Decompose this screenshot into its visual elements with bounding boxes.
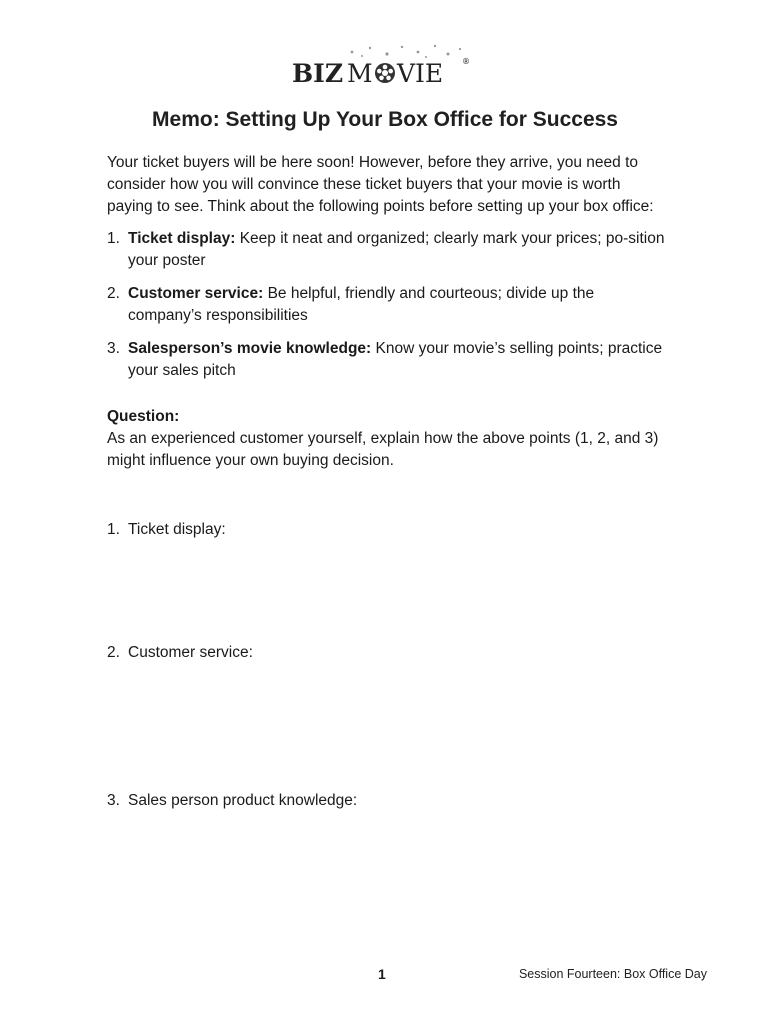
question-heading: Question: — [107, 408, 180, 425]
point-label: Ticket display: — [128, 230, 236, 247]
answer-number: 3. — [107, 792, 120, 809]
point-text: Keep it neat and organized; clearly mark your prices; po-sition your poster — [128, 230, 665, 269]
point-number: 1. — [107, 230, 120, 247]
page-number: 1 — [378, 966, 386, 982]
answer-number: 1. — [107, 521, 120, 538]
registered-mark: ® — [462, 57, 470, 66]
point-label: Customer service: — [128, 285, 264, 302]
logo-m: M — [347, 59, 373, 88]
film-reel-icon — [375, 63, 395, 83]
points-list — [107, 228, 667, 382]
point-number: 2. — [107, 285, 120, 302]
question-text: As an experienced customer yourself, explain how the above points (1, 2, and 3) might influence your own buying decision. — [107, 430, 659, 469]
sparkle-icon — [351, 45, 461, 58]
point-text: Be helpful, friendly and courteous; divide up the company’s responsibilities — [128, 285, 595, 324]
logo-vie: VIE — [397, 59, 444, 88]
answer-label: Customer service: — [128, 644, 253, 661]
intro-paragraph: Your ticket buyers will be here soon! However, before they arrive, you need to consider how you will convince these ticket buyers that your movie is worth paying to see. Think about the following points before setting up your box office: — [107, 154, 654, 215]
answer-ticket-display — [107, 519, 226, 541]
answer-number: 2. — [107, 644, 120, 661]
list-item — [107, 228, 667, 272]
point-number: 3. — [107, 340, 120, 357]
session-label: Session Fourteen: Box Office Day — [518, 967, 707, 981]
answer-label: Ticket display: — [128, 521, 226, 538]
memo-title: Memo: Setting Up Your Box Office for Success — [152, 108, 618, 131]
point-text: Know your movie’s selling points; practice your sales pitch — [128, 340, 663, 379]
answer-product-knowledge — [107, 790, 357, 812]
memo-body — [107, 152, 667, 472]
logo-biz: BIZ — [292, 59, 344, 88]
bizmovie-logo — [290, 42, 480, 92]
answer-label: Sales person product knowledge: — [128, 792, 358, 809]
list-item — [107, 338, 667, 382]
answer-customer-service — [107, 642, 253, 664]
point-label: Salesperson’s movie knowledge: — [128, 340, 372, 357]
list-item — [107, 283, 667, 327]
